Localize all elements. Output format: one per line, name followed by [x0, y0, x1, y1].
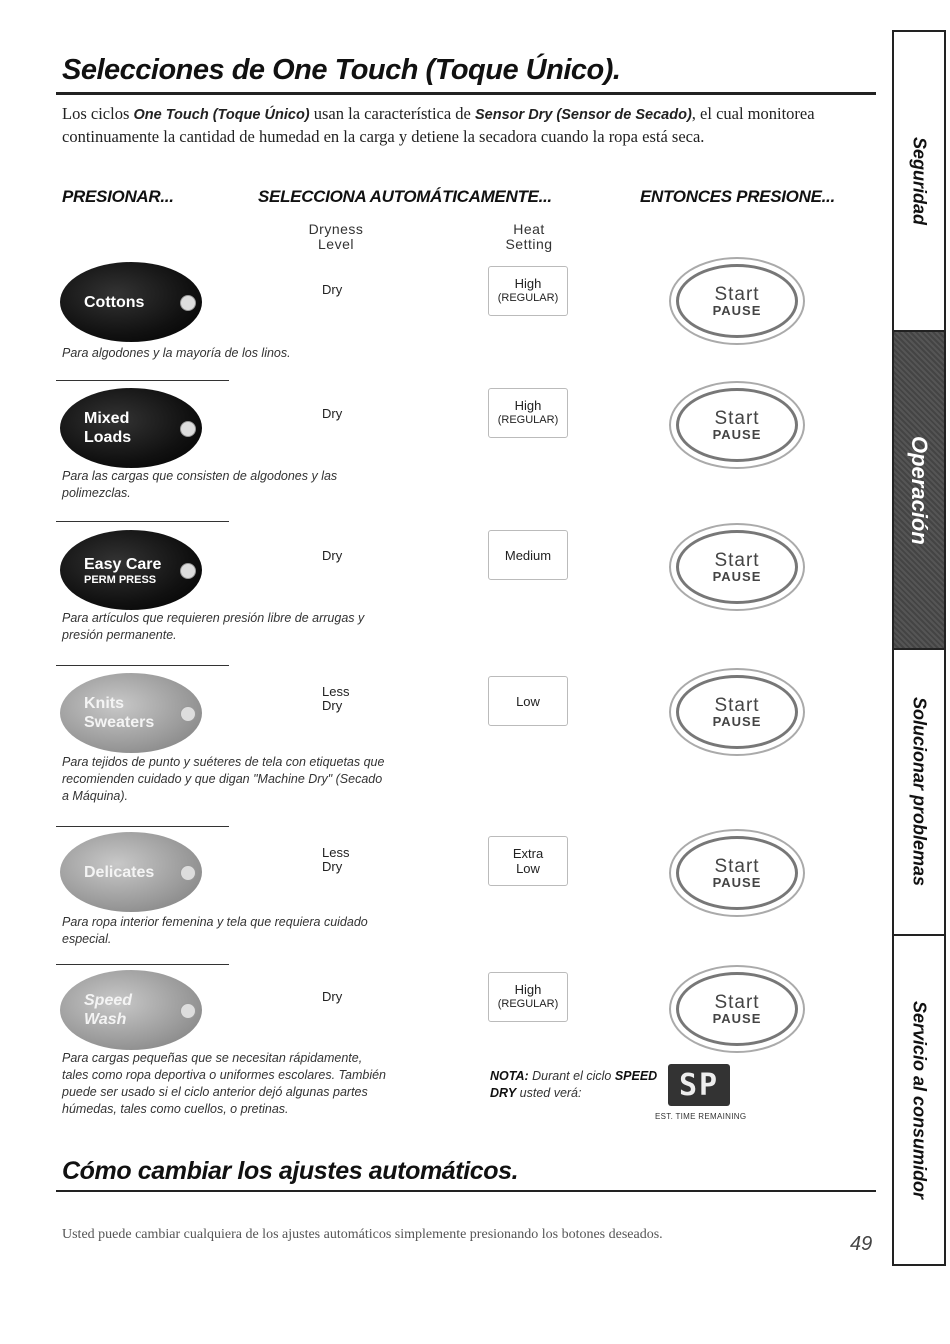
column-head-press: PRESIONAR...	[62, 187, 174, 206]
dryness-level: Dry	[322, 989, 343, 1004]
start-pause-button[interactable]: Start PAUSE	[676, 530, 798, 604]
page-number: 49	[850, 1233, 873, 1255]
heat-setting-head	[478, 222, 580, 252]
speed-wash-cycle-button[interactable]: Speed Wash	[60, 970, 202, 1050]
section-sidebar	[892, 30, 946, 1266]
speed-dry-note: NOTA: Durant el ciclo SPEED DRY usted verá:	[490, 1069, 658, 1100]
title-rule	[56, 92, 876, 95]
heat-setting: High (REGULAR)	[488, 388, 568, 438]
heat-setting: Extra Low	[488, 836, 568, 886]
display-caption: EST. TIME REMAINING	[655, 1112, 747, 1121]
indicator-light-icon	[180, 563, 196, 579]
intro-bold-2: Sensor Dry (Sensor de Secado)	[475, 107, 692, 123]
section-title-change-settings: Cómo cambiar los ajustes automáticos.	[62, 1157, 519, 1185]
easy-care-cycle-button[interactable]: Easy Care PERM PRESS	[60, 530, 202, 610]
knits-sweaters-cycle-button[interactable]: Knits Sweaters	[60, 673, 202, 753]
start-pause-button[interactable]: Start PAUSE	[676, 675, 798, 749]
cycle-description: Para tejidos de punto y suéteres de tela con etiquetas que recomienden cuidado y que digan "Machine Dry" (Secado a Máquina).	[62, 755, 385, 803]
dryness-head-line1: Dryness	[308, 221, 364, 237]
footer-text: Usted puede cambiar cualquiera de los ajustes automáticos simplemente presionando los botones deseados.	[62, 1227, 663, 1242]
dryness-level-head	[280, 222, 392, 252]
heat-head-line1: Heat	[513, 221, 545, 237]
cottons-cycle-button[interactable]	[60, 262, 202, 342]
indicator-light-icon	[180, 295, 196, 311]
row-separator	[56, 521, 229, 522]
column-head-then: ENTONCES PRESIONE...	[640, 187, 835, 206]
start-pause-button[interactable]: Start PAUSE	[676, 388, 798, 462]
dryness-level: Dry	[322, 406, 343, 421]
row-separator	[56, 380, 229, 381]
delicates-cycle-button[interactable]: Delicates	[60, 832, 202, 912]
sidebar-tab-servicio[interactable]: Servicio al consumidor	[909, 1000, 930, 1200]
row-separator	[56, 665, 229, 666]
row-separator	[56, 826, 229, 827]
start-pause-button[interactable]: Start PAUSE	[676, 972, 798, 1046]
heat-head-line2: Setting	[505, 236, 553, 252]
dryness-level: Dry	[322, 548, 343, 563]
intro-text-1: Los ciclos	[62, 104, 134, 123]
cycle-description: Para algodones y la mayoría de los linos.	[62, 346, 291, 360]
indicator-light-icon	[180, 865, 196, 881]
sidebar-tab-seguridad[interactable]: Seguridad	[894, 32, 944, 332]
dryness-level: Less Dry	[322, 684, 350, 713]
cycle-description: Para artículos que requieren presión libre de arrugas y presión permanente.	[62, 611, 365, 642]
indicator-light-icon	[180, 421, 196, 437]
heat-setting: Low	[488, 676, 568, 726]
sidebar-tab-operacion[interactable]: Operación	[894, 332, 944, 650]
heat-setting: Medium	[488, 530, 568, 580]
dryness-level: Dry	[322, 282, 343, 297]
time-remaining-display: SP	[668, 1064, 730, 1106]
cycle-label: Cottons	[84, 293, 145, 311]
intro-text-3: , el cual monitorea continuamente la cantidad de humedad en la carga y detiene la secadora cuando la ropa está seca.	[62, 104, 815, 146]
column-head-auto: SELECCIONA AUTOMÁTICAMENTE...	[258, 187, 552, 206]
mixed-loads-cycle-button[interactable]: Mixed Loads	[60, 388, 202, 468]
indicator-light-icon	[180, 706, 196, 722]
indicator-light-icon	[180, 1003, 196, 1019]
intro-bold-1: One Touch (Toque Único)	[133, 107, 310, 123]
page-title: Selecciones de One Touch (Toque Único).	[62, 54, 621, 86]
intro-text-2: usan la característica de	[309, 104, 476, 123]
section-rule	[56, 1190, 876, 1192]
cycle-description: Para las cargas que consisten de algodones y las polimezclas.	[62, 469, 338, 500]
row-separator	[56, 964, 229, 965]
sidebar-tab-solucionar-problemas[interactable]: Solucionar problemas	[894, 650, 944, 936]
intro-paragraph	[62, 103, 862, 147]
start-pause-button[interactable]: Start PAUSE	[676, 264, 798, 338]
cycle-description: Para ropa interior femenina y tela que requiera cuidado especial.	[62, 915, 368, 946]
dryness-head-line2: Level	[318, 236, 354, 252]
dryness-level: Less Dry	[322, 845, 350, 874]
start-pause-button[interactable]: Start PAUSE	[676, 836, 798, 910]
heat-setting: High (REGULAR)	[488, 266, 568, 316]
heat-setting: High (REGULAR)	[488, 972, 568, 1022]
cycle-description: Para cargas pequeñas que se necesitan rápidamente, tales como ropa deportiva o uniformes escolares. También puede ser usado si el ciclo anterior dejó algunas partes húmedas, tales como cuellos, o pretinas.	[62, 1051, 387, 1116]
